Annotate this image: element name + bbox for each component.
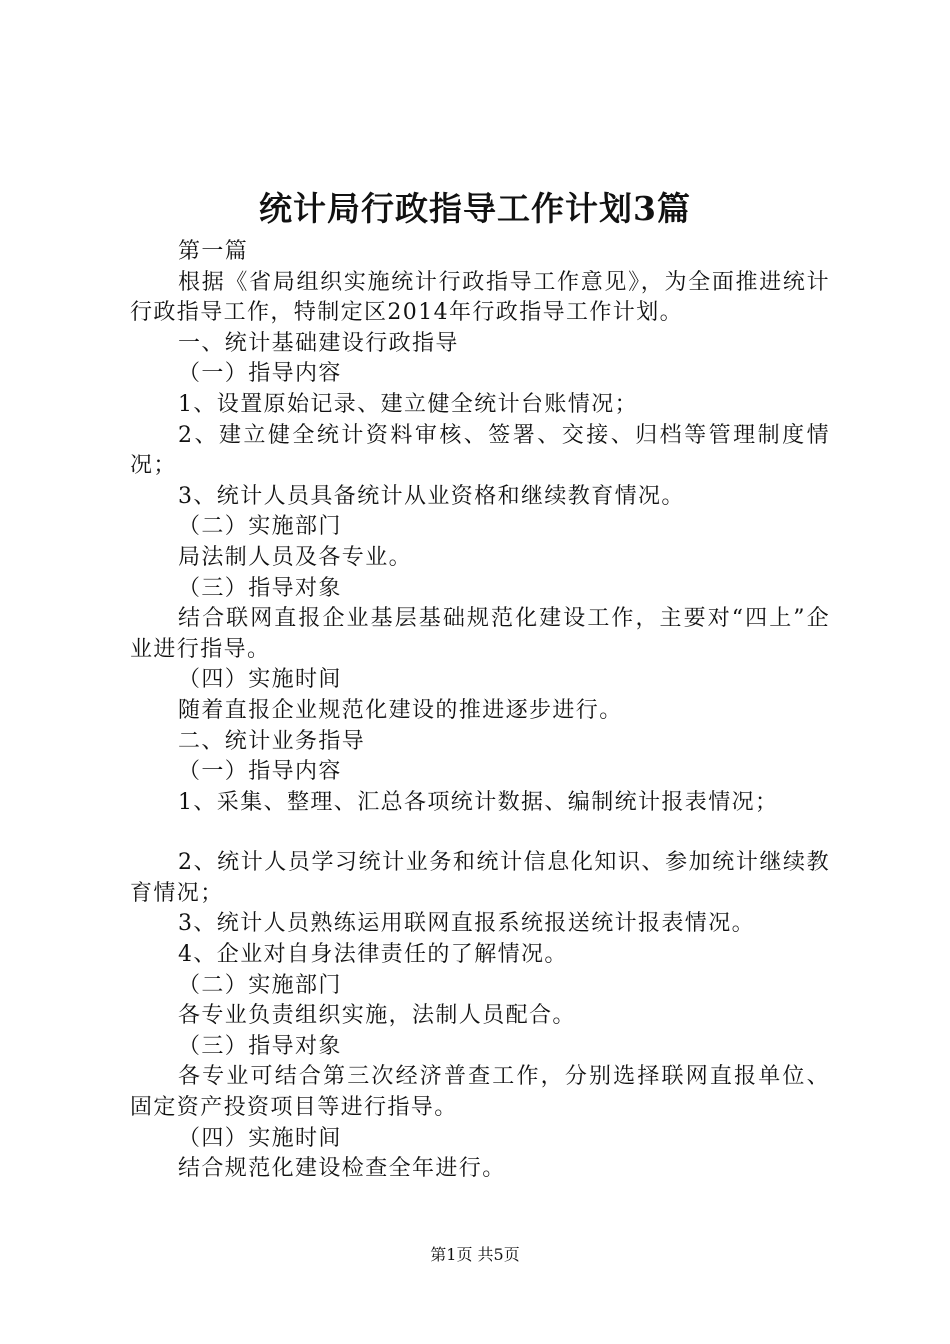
paragraph: 1、设置原始记录、建立健全统计台账情况； [178, 391, 638, 417]
paragraph: 各专业负责组织实施，法制人员配合。 [178, 1003, 576, 1029]
paragraph: 结合联网直报企业基层基础规范化建设工作，主要对“四上”企业进行指导。 [130, 606, 830, 662]
paragraph: 二、统计业务指导 [178, 728, 366, 754]
document-body [130, 237, 830, 1185]
paragraph: （二）实施部门 [178, 972, 342, 998]
paragraph: 各专业可结合第三次经济普查工作，分别选择联网直报单位、固定资产投资项目等进行指导。 [130, 1064, 830, 1121]
paragraph: （三）指导对象 [178, 1033, 342, 1059]
paragraph: 3、统计人员熟练运用联网直报系统报送统计报表情况。 [178, 911, 755, 937]
paragraph: 根据《省局组织实施统计行政指导工作意见》，为全面推进统计行政指导工作，特制定区2014年行政指导工作计划。 [130, 269, 830, 326]
paragraph: （二）实施部门 [178, 514, 342, 540]
paragraph: 4、企业对自身法律责任的了解情况。 [178, 942, 568, 968]
paragraph: 一、统计基础建设行政指导 [178, 330, 459, 356]
paragraph: （一）指导内容 [178, 361, 342, 387]
paragraph: （一）指导内容 [178, 759, 342, 785]
paragraph: 随着直报企业规范化建设的推进逐步进行。 [178, 697, 623, 723]
paragraph: （四）实施时间 [178, 667, 342, 693]
paragraph: 2、统计人员学习统计业务和统计信息化知识、参加统计继续教育情况； [130, 850, 830, 906]
document-title: 统计局行政指导工作计划3篇 [259, 189, 691, 228]
paragraph: 结合规范化建设检查全年进行。 [178, 1156, 506, 1182]
page-footer: 第1页 共5页 [430, 1245, 520, 1264]
paragraph: 第一篇 [178, 239, 249, 264]
paragraph: 局法制人员及各专业。 [178, 544, 413, 570]
paragraph: 1、采集、整理、汇总各项统计数据、编制统计报表情况； [178, 789, 779, 815]
paragraph: 2、建立健全统计资料审核、签署、交接、归档等管理制度情况； [130, 422, 830, 479]
paragraph: （三）指导对象 [178, 575, 342, 601]
paragraph: （四）实施时间 [178, 1125, 342, 1151]
paragraph: 3、统计人员具备统计从业资格和继续教育情况。 [178, 483, 685, 509]
